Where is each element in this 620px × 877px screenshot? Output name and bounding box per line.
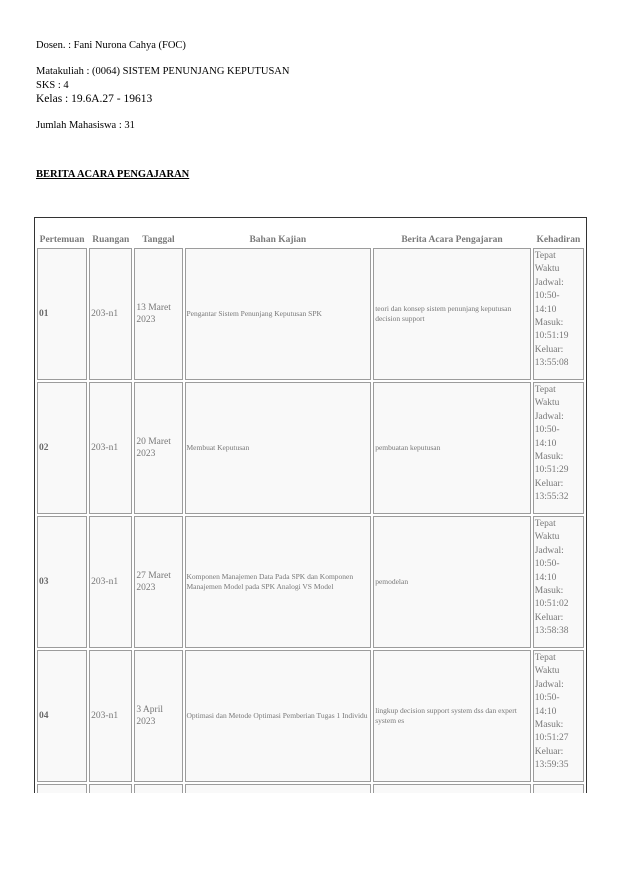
attendance-line: Keluar:	[534, 344, 564, 355]
class-line: Kelas : 19.6A.27 - 19613	[36, 93, 153, 105]
cell-kehadiran	[533, 248, 584, 380]
attendance-line: 10:51:19	[534, 331, 569, 342]
attendance-line: 10:50-	[534, 291, 560, 302]
table-row-continuation	[37, 784, 584, 793]
cell-tanggal: 27 Maret 2023	[134, 516, 182, 648]
attendance-line: 13:55:08	[534, 358, 569, 369]
attendance-line: 13:59:35	[534, 760, 569, 771]
table-header-row	[37, 230, 584, 246]
attendance-line: Waktu	[534, 532, 560, 543]
col-header-pertemuan: Pertemuan	[39, 234, 85, 245]
attendance-line: Keluar:	[534, 746, 564, 757]
cell-tanggal: 3 April 2023	[134, 650, 182, 782]
cell-pertemuan: 03	[37, 516, 87, 648]
course-line: Matakuliah : (0064) SISTEM PENUNJANG KEPUTUSAN	[36, 66, 290, 77]
cell-pertemuan: 01	[37, 248, 87, 380]
attendance-line: Jadwal:	[534, 411, 564, 422]
col-header-ruangan: Ruangan	[92, 234, 130, 245]
cell-ruangan: 203-n1	[89, 650, 132, 782]
cell-bahan-kajian: Komponen Manajemen Data Pada SPK dan Komponen Manajemen Model pada SPK Analogi VS Model	[185, 516, 372, 648]
empty-cell	[373, 784, 531, 793]
col-header-tanggal: Tanggal	[142, 234, 175, 245]
cell-pertemuan: 04	[37, 650, 87, 782]
cell-bahan-kajian: Pengantar Sistem Penunjang Keputusan SPK	[185, 248, 372, 380]
attendance-line: Jadwal:	[534, 679, 564, 690]
col-header-bahan-kajian: Bahan Kajian	[249, 234, 307, 245]
cell-ruangan: 203-n1	[89, 382, 132, 514]
cell-bahan-kajian: Membuat Keputusan	[185, 382, 372, 514]
cell-kehadiran	[533, 382, 584, 514]
attendance-line: Masuk:	[534, 720, 564, 731]
attendance-line: 10:51:29	[534, 465, 569, 476]
cell-kehadiran	[533, 650, 584, 782]
attendance-line: 14:10	[534, 572, 557, 583]
attendance-line: 13:55:32	[534, 492, 569, 503]
attendance-line: 14:10	[534, 438, 557, 449]
cell-ruangan: 203-n1	[89, 516, 132, 648]
table-row	[37, 382, 584, 514]
cell-tanggal: 20 Maret 2023	[134, 382, 182, 514]
empty-cell	[533, 784, 584, 793]
attendance-line: Keluar:	[534, 612, 564, 623]
attendance-line: Tepat	[534, 385, 556, 395]
attendance-line: Masuk:	[534, 318, 564, 329]
cell-berita-acara: teori dan konsep sistem penunjang keputusan decision support	[373, 248, 531, 380]
empty-cell	[185, 784, 372, 793]
table-row	[37, 516, 584, 648]
cell-pertemuan: 02	[37, 382, 87, 514]
attendance-line: Tepat	[534, 251, 556, 261]
empty-cell	[134, 784, 182, 793]
lecturer-line: Dosen. : Fani Nurona Cahya (FOC)	[36, 40, 186, 51]
attendance-line: Tepat	[534, 519, 556, 529]
empty-cell	[89, 784, 132, 793]
attendance-line: Jadwal:	[534, 545, 564, 556]
attendance-line: Jadwal:	[534, 277, 564, 288]
attendance-line: 14:10	[534, 304, 557, 315]
cell-berita-acara: pembuatan keputusan	[373, 382, 531, 514]
attendance-line: Waktu	[534, 666, 560, 677]
attendance-line: 10:50-	[534, 425, 560, 436]
cell-berita-acara: lingkup decision support system dss dan expert system es	[373, 650, 531, 782]
cell-ruangan: 203-n1	[89, 248, 132, 380]
document-title: BERITA ACARA PENGAJARAN	[36, 169, 190, 180]
col-header-kehadiran: Kehadiran	[536, 234, 581, 245]
attendance-line: Tepat	[534, 653, 556, 663]
attendance-line: Keluar:	[534, 478, 564, 489]
attendance-line: 13:58:38	[534, 626, 569, 637]
attendance-line: 10:51:02	[534, 599, 569, 610]
attendance-line: Masuk:	[534, 586, 564, 597]
teaching-log-table-frame	[34, 217, 587, 793]
attendance-line: Waktu	[534, 398, 560, 409]
attendance-line: 10:51:27	[534, 733, 569, 744]
attendance-line: Waktu	[534, 264, 560, 275]
cell-bahan-kajian: Optimasi dan Metode Optimasi Pemberian Tugas 1 Individu	[185, 650, 372, 782]
attendance-line: 10:50-	[534, 693, 560, 704]
empty-cell	[37, 784, 87, 793]
attendance-line: 14:10	[534, 706, 557, 717]
col-header-berita-acara: Berita Acara Pengajaran	[401, 234, 503, 245]
attendance-line: Masuk:	[534, 452, 564, 463]
table-row	[37, 650, 584, 782]
student-count-line: Jumlah Mahasiswa : 31	[36, 120, 135, 131]
cell-kehadiran	[533, 516, 584, 648]
cell-berita-acara: pemodelan	[373, 516, 531, 648]
credits-line: SKS : 4	[36, 80, 69, 91]
cell-tanggal: 13 Maret 2023	[134, 248, 182, 380]
table-row	[37, 248, 584, 380]
attendance-line: 10:50-	[534, 559, 560, 570]
teaching-log-table	[35, 228, 586, 793]
